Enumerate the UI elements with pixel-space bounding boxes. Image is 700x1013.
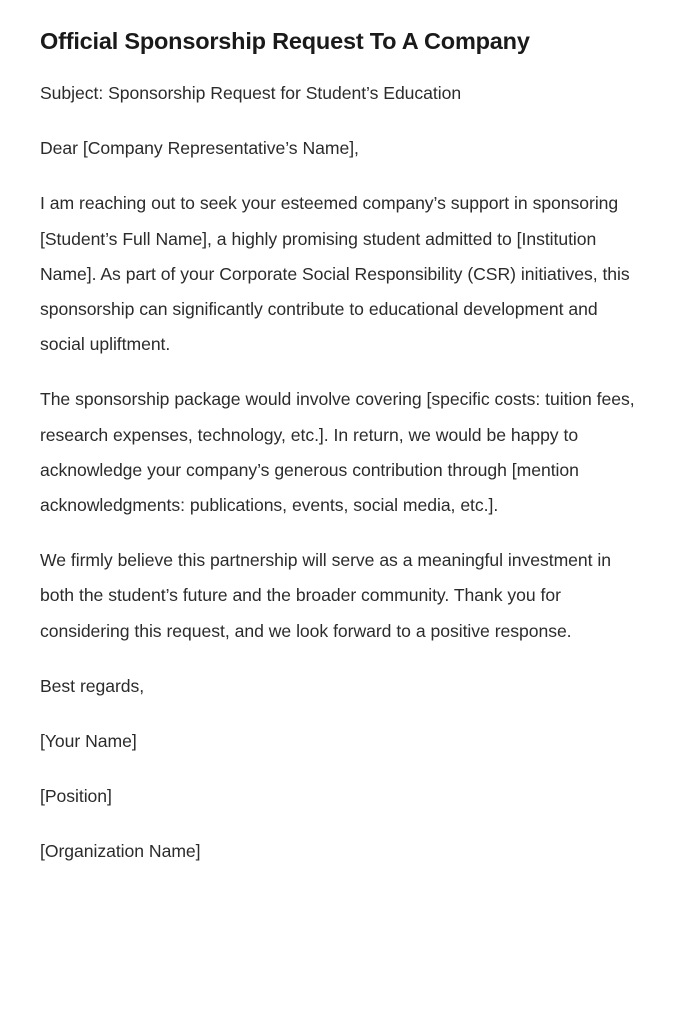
signature-organization: [Organization Name] xyxy=(40,841,201,862)
page-title: Official Sponsorship Request To A Company xyxy=(40,28,530,54)
package-paragraph: The sponsorship package would involve covering [specific costs: tuition fees, research expenses, technology, etc.]. In return, we would be happy to acknowledge your company’s generous contribution through [mention acknowledgments: publications, events, social media, etc.]. xyxy=(40,389,635,516)
signature-position: [Position] xyxy=(40,786,112,807)
closing-paragraph: We firmly believe this partnership will serve as a meaningful investment in both the student’s future and the broader community. Thank you for considering this request, and we look forward to a positive response. xyxy=(40,550,612,641)
subject-line: Subject: Sponsorship Request for Student’s Education xyxy=(40,83,462,103)
sign-off: Best regards, xyxy=(40,675,145,696)
signature-name: [Your Name] xyxy=(40,731,137,752)
document-body xyxy=(40,76,640,870)
salutation: Dear [Company Representative’s Name], xyxy=(40,138,359,159)
intro-paragraph: I am reaching out to seek your esteemed company’s support in sponsoring [Student’s Full Name], a highly promising student admitted to [Institution Name]. As part of your Corporate Social Responsibility (CSR) initiatives, this sponsorship can significantly contribute to educational development and social upliftment. xyxy=(40,193,630,355)
